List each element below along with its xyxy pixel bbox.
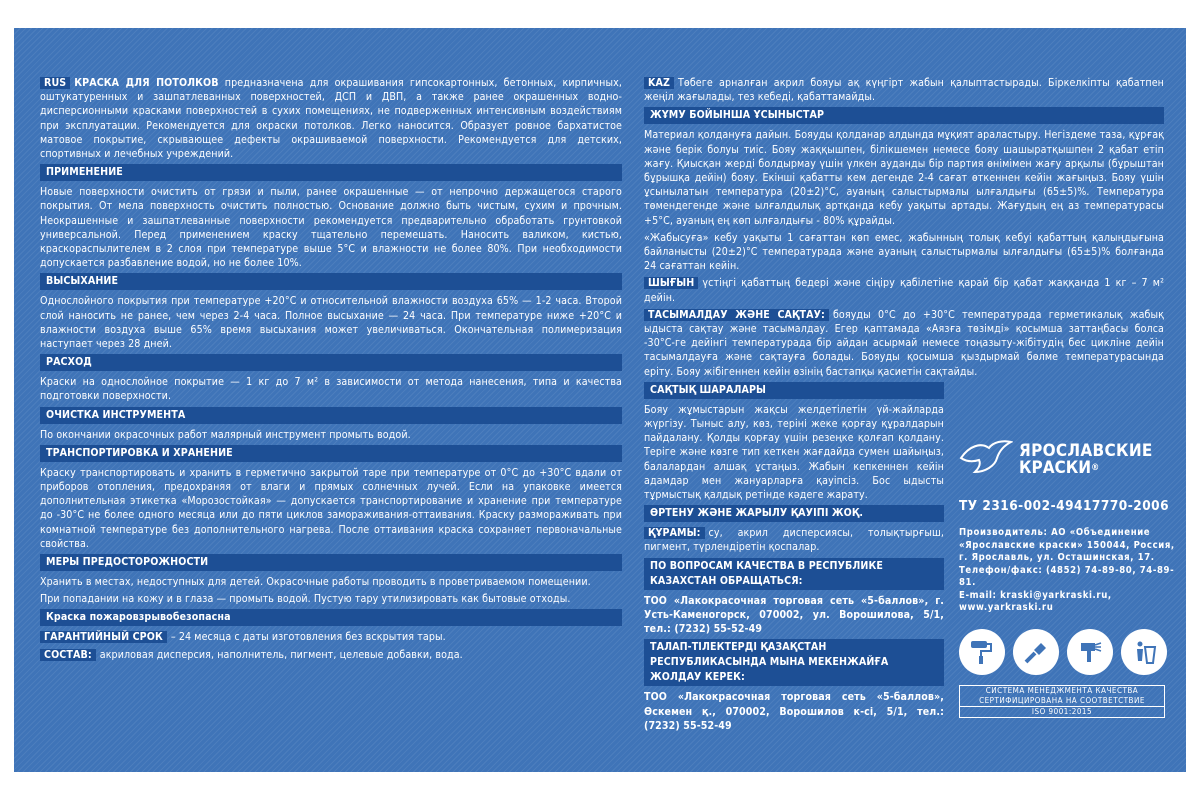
kz-consumption <box>644 276 1164 304</box>
ru-intro-title: КРАСКА ДЛЯ ПОТОЛКОВ <box>74 77 219 89</box>
ru-drying-title: ВЫСЫХАНИЕ <box>40 273 622 290</box>
ru-application-title: ПРИМЕНЕНИЕ <box>40 164 622 181</box>
producer-info <box>959 527 1179 615</box>
iso-certification <box>959 685 1165 718</box>
ru-cleaning-title: ОЧИСТКА ИНСТРУМЕНТА <box>40 407 622 424</box>
kz-quality-kz-title: ТАЛАП-ТІЛЕКТЕРДІ ҚАЗАҚСТАН РЕСПУБЛИКАСЫНДА МЫНА МЕКЕНЖАЙҒА ЖОЛДАУ КЕРЕК: <box>644 639 944 686</box>
kz-storage-text: бояуды 0°С до +30°С температурада герметикалық жабық ыдыста сақтау және тасымалдау. Егер қаптамада «Аязға төзімді» қосымша заттаңбасы болса -30°С-ге дейінгі температурада бір айдан асырмай немесе тоңазыту-жібітудің бес цикліне дейін тасымалдауға және сақтауға болады. Бояуды қосымша қыздырмай бөлме температурасында еріту. Бояу жібігеннен кейін өзінің бастапқы қасиетін сақтайды. <box>644 308 1164 378</box>
brand-name-line-1: ЯРОСЛАВСКИЕ <box>1019 441 1153 461</box>
producer-line: E-mail: kraski@yarkraski.ru, <box>959 589 1112 601</box>
ru-precautions-title: МЕРЫ ПРЕДОСТОРОЖНОСТИ <box>40 554 622 571</box>
tu-code: ТУ 2316-002-49417770-2006 <box>959 498 1170 514</box>
producer-line: www.yarkraski.ru <box>959 602 1054 613</box>
spray-gun-icon <box>1067 629 1113 675</box>
bird-logo-icon <box>959 438 1013 482</box>
kz-usage-title: ЖҰМУ БОЙЫНША ҰСЫНЫСТАР <box>644 107 1164 124</box>
brand-block <box>959 438 1179 718</box>
ru-precautions-text-1: Хранить в местах, недоступных для детей. Окрасочные работы проводить в проветриваемом помещении. <box>40 576 591 589</box>
kz-intro <box>644 76 1164 104</box>
kz-quality-kz-text: ТОО «Лакокрасочная торговая сеть «5-баллов», Өскемен қ., 070002, Ворошилов к-сі, 5/1, тел.: (7232) 55-52-49 <box>644 691 944 732</box>
ru-composition <box>40 648 622 662</box>
kz-intro-text: Төбеге арналған акрил бояуы ақ күңгірт жабын қалыптастырады. Біркелкіпты қабатпен жеңіл жағылады, тез кебеді, қабаттамайды. <box>644 77 1164 104</box>
ru-composition-label: СОСТАВ: <box>40 649 96 661</box>
registered-mark: ® <box>1091 463 1100 473</box>
application-icons <box>959 629 1179 675</box>
brand-name-line-2: КРАСКИ <box>1019 458 1092 478</box>
ru-composition-text: акриловая дисперсия, наполнитель, пигмент, целевые добавки, вода. <box>99 648 463 661</box>
product-label <box>14 28 1186 772</box>
kz-storage-label: ТАСЫМАЛДАУ ЖӘНЕ САҚТАУ: <box>644 309 829 321</box>
ru-lang-tag: RUS <box>40 77 70 89</box>
ru-warranty <box>40 630 622 644</box>
producer-line: Производитель: АО «Объединение <box>959 527 1151 538</box>
iso-line-3: ISO 9001:2015 <box>960 706 1164 717</box>
iso-line-2: СЕРТИФИЦИРОВАНА НА СООТВЕТСТВИЕ <box>979 695 1145 705</box>
producer-line: Телефон/факс: (4852) 74-89-80, 74-89-81. <box>959 564 1175 588</box>
ru-drying-text: Однослойного покрытия при температуре +20°С и относительной влажности воздуха 65% — 1-2 часа. Второй слой наносить не ранее, чем через 2-4 часа. Полное высыхание — 24 часа. При температуре ниже +20°С и влажности воздуха выше 65% время высыхания может увеличиваться. Окончательная полимеризация наступает через 28 дней. <box>40 295 622 351</box>
ru-cleaning-text: По окончании окрасочных работ малярный инструмент промыть водой. <box>40 428 411 441</box>
ru-precautions-text-2: При попадании на кожу и в глаза — промыть водой. Пустую тару утилизировать как бытовые отходы. <box>40 593 571 606</box>
kz-drying-text: «Жабысуға» кебу уақыты 1 сағаттан көп емес, жабынның толық кебуі қабаттың қалыңдығына байланысты (20±2)°С температурада және ауаның салыстырмалы ылғалдығы (65±5)% болғанда 24 сағаттан кейін. <box>644 231 1164 273</box>
ru-warranty-label: ГАРАНТИЙНЫЙ СРОК <box>40 631 167 643</box>
kz-consumption-text: үстіңгі қабаттың бедері және сіңіру қабілетіне қарай бір қабат жаққанда 1 кг – 7 м² дейін. <box>644 277 1164 304</box>
ru-fireproof-note: Краска пожаровзрывобезопасна <box>40 609 622 626</box>
kz-safety-title: САҚТЫҚ ШАРАЛАРЫ <box>644 382 944 399</box>
brush-icon <box>1013 629 1059 675</box>
ru-application-text: Новые поверхности очистить от грязи и пыли, ранее окрашенные — от непрочно держащегося старого покрытия. От мела поверхность очистить полностью. Основание должно быть чистым, сухим и прочным. Неокрашенные и зашпатлеванные поверхности рекомендуется предварительно обработать грунтовкой универсальной. Перед применением краску тщательно перемешать. Наносить валиком, кистью, краскораспылителем в 2 слоя при температуре выше 5°С и влажности не более 80%. При необходимости допускается разбавление водой, но не более 10%. <box>40 186 622 270</box>
kz-composition <box>644 526 944 554</box>
kz-safety-text: Бояу жұмыстарын жақсы желдетілетін үй-жайларда жүргізу. Тыныс алу, көз, терінi жеке қорғау құралдарын пайдалану. Қолды қорғау үшін резеңке қолғап қолдану. Теріге және көзге тип кеткен жағдайда сумен шайыңыз, балалардан алшақ ұстаңыз. Жабын кепкеннен кейін адамдар мен жануарларға қауіпсіз. Бос ыдысты тұрмыстық қалдық ретінде кәдеге жарату. <box>644 403 944 502</box>
ru-transport-title: ТРАНСПОРТИРОВКА И ХРАНЕНИЕ <box>40 445 622 462</box>
kz-consumption-label: ШЫҒЫН <box>644 277 698 289</box>
ru-transport-text: Краску транспортировать и хранить в герметично закрытой таре при температуре от 0°С до +30°С вдали от приборов отопления, предохраняя от влаги и прямых солнечных лучей. Если на упаковке имеется дополнительная этикетка «Морозостойкая» — допускается транспортирование и хранение при температуре до -30°С не более одного месяца или до пяти циклов замораживания-оттаивания. Краску размораживать при комнатной температуре без дополнительного нагрева. После оттаивания краска сохраняет первоначальные свойства. <box>40 466 622 550</box>
kz-quality-ru-text: ТОО «Лакокрасочная торговая сеть «5-баллов», г. Усть-Каменогорск, 070002, ул. Ворошилова, 5/1, тел.: (7232) 55-52-49 <box>644 594 944 636</box>
kz-lang-tag: KAZ <box>644 77 674 89</box>
ru-consumption-title: РАСХОД <box>40 354 622 371</box>
kz-composition-text: су, акрил дисперсиясы, толықтырғыш, пигмент, түрлендіретін қоспалар. <box>644 527 944 554</box>
iso-line-1: СИСТЕМА МЕНЕДЖМЕНТА КАЧЕСТВА <box>985 685 1139 695</box>
brand-logo <box>959 438 1179 482</box>
ru-intro-text: предназначена для окрашивания гипсокартонных, бетонных, кирпичных, оштукатуренных и зашпатлеванных поверхностей, ДСП и ДВП, а также ранее окрашенных водно-дисперсионными красками поверхностей в сухих помещениях, не подверженных интенсивным воздействиям при эксплуатации. Рекомендуется для окраски потолков. Легко наносится. Образует ровное бархатистое матовое покрытие, скрывающее дефекты окрашиваемой поверхности. Рекомендуется для детских, спортивных и лечебных учреждений. <box>40 77 622 161</box>
russian-column <box>40 76 622 665</box>
kz-composition-label: ҚҰРАМЫ: <box>644 527 705 539</box>
producer-line: г. Ярославль, ул. Осташинская, 17. <box>959 552 1155 563</box>
trash-bin-icon <box>1121 629 1167 675</box>
producer-line: «Ярославские краски» 150044, Россия, <box>959 539 1175 551</box>
ru-warranty-text: – 24 месяца с даты изготовления без вскрытия тары. <box>170 631 446 644</box>
kz-usage-text: Материал қолдануға дайын. Бояуды қолданар алдында мұқият араластыру. Негіздеме таза, құрғақ және берік болуы тиіс. Бояу жаққышпен, білікшемен немесе бояу шашыратқышпен 2 қабат етіп жағу. Қиысқан жерді болдырмау үшін үлкен ауданды бір партия өнімімен жағу арқылы (бұрыштан бұрышқа дейін) бояу. Екінші қабатты кем дегенде 2-4 сағат өткеннен кейін жағыңыз. Бояу үшін ұсынылатын температура (20±2)°С, ауаның салыстырмалы ылғалдығы (65±5)%. Температура төмендегенде және ылғалдылық артқанда кебу уақыты артады. Жағудың ең аз температурасы +5°С, ауаның ең көп ылғалдығы - 80% құрайды. <box>644 129 1164 227</box>
kz-storage <box>644 308 1164 379</box>
ru-intro <box>40 76 622 161</box>
kz-quality-ru-title: ПО ВОПРОСАМ КАЧЕСТВА В РЕСПУБЛИКЕ КАЗАХСТАН ОБРАЩАТЬСЯ: <box>644 558 944 590</box>
roller-icon <box>959 629 1005 675</box>
ru-consumption-text: Краски на однослойное покрытие — 1 кг до 7 м² в зависимости от метода нанесения, типа и качества подготовки поверхности. <box>40 376 622 403</box>
kz-fire-title: ӨРТЕНУ ЖӘНЕ ЖАРЫЛУ ҚАУІПІ ЖОҚ. <box>644 505 944 522</box>
